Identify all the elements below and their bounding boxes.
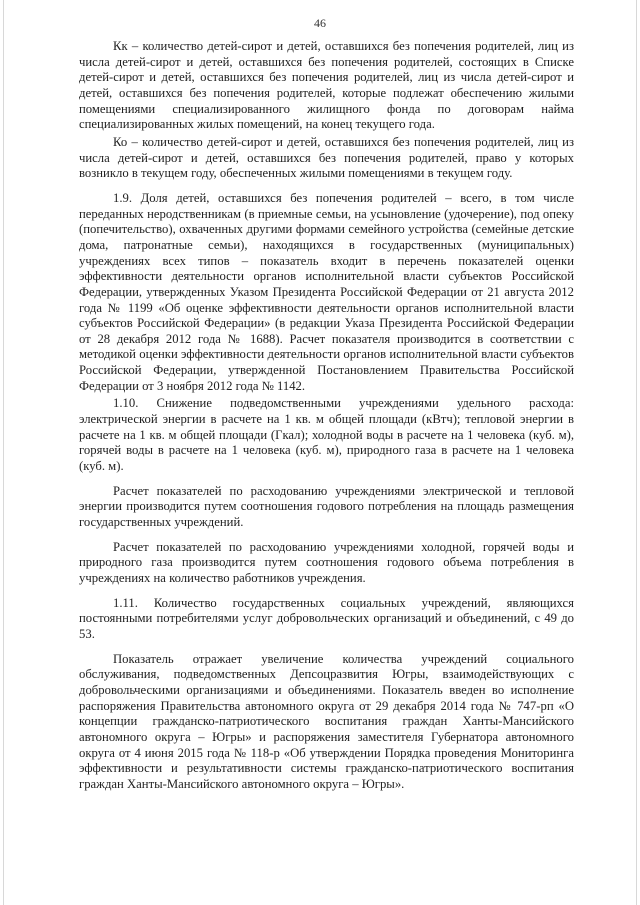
scan-edge-left	[3, 0, 4, 905]
scan-edge-right	[636, 0, 637, 905]
page-number: 46	[314, 16, 326, 30]
paragraph-water-calc: Расчет показателей по расходованию учреждениями холодной, горячей воды и природного газа производится путем соотношения годового объема потребления в учреждениях на количество работников учреждения.	[79, 539, 574, 585]
paragraph-1-11: 1.11. Количество государственных социальных учреждений, являющихся постоянными потребителями услуг добровольческих организаций и объединений, с 49 до 53.	[79, 595, 574, 641]
paragraph-energy-calc: Расчет показателей по расходованию учреждениями электрической и тепловой энергии производится путем соотношения годового потребления на площадь размещения государственных учреждений.	[79, 483, 574, 530]
paragraph-1-10: 1.10. Снижение подведомственными учреждениями удельного расхода: электрической энергии в расчете на 1 кв. м общей площади (кВтч); тепловой энергии в расчете на 1 кв. м общей площади (Гкал); холодной воды в расчете на 1 человека (куб. м), горячей воды в расчете на 1 человека (куб. м), природного газа в расчете на 1 человека (куб. м).	[79, 396, 574, 474]
paragraph-ko-definition: Ко – количество детей-сирот и детей, оставшихся без попечения родителей, лиц из числа детей-сирот и детей, оставшихся без попечения родителей, право у которых возникло в текущем году, обеспеченных жилыми помещениями в текущем году.	[79, 134, 574, 181]
paragraph-indicator-description: Показатель отражает увеличение количества учреждений социального обслуживания, подведомственных Депсоцразвития Югры, взаимодействующих с добровольческими организациями и объединениями. Показатель введен во исполнение распоряжения Правительства автономного округа от 29 декабря 2014 года № 747-рп «О концепции гражданско-патриотического воспитания граждан Ханты-Мансийского автономного округа – Югры» и распоряжения заместителя Губернатора автономного округа от 4 июня 2015 года № 118-р «Об утверждении Порядка проведения Мониторинга эффективности и результативности системы гражданско-патриотического воспитания граждан Ханты-Мансийского автономного округа – Югры».	[79, 651, 574, 791]
paragraph-kk-definition: Кк – количество детей-сирот и детей, оставшихся без попечения родителей, лиц из числа детей-сирот и детей, оставшихся без попечения родителей, состоящих в Списке детей-сирот и детей, оставшихся без попечения родителей, лиц из числа детей-сирот и детей, оставшихся без попечения родителей, которые подлежат обеспечению жилыми помещениями специализированного жилищного фонда по договорам найма специализированных жилых помещений, на конец текущего года.	[79, 39, 574, 132]
document-body	[79, 39, 574, 793]
paragraph-1-9: 1.9. Доля детей, оставшихся без попечения родителей – всего, в том числе переданных неродственникам (в приемные семьи, на усыновление (удочерение), под опеку (попечительство), охваченных другими формами семейного устройства (семейные детские дома, патронатные семьи), находящихся в государственных (муниципальных) учреждениях всех типов – показатель входит в перечень показателей оценки эффективности деятельности органов исполнительной власти субъектов Российской Федерации, утвержденных Указом Президента Российской Федерации от 21 августа 2012 года № 1199 «Об оценке эффективности деятельности органов исполнительной власти субъектов Российской Федерации» (в редакции Указа Президента Российской Федерации от 28 декабря 2012 года № 1688). Расчет показателя производится в соответствии с методикой оценки эффективности деятельности органов исполнительной власти субъектов Российской Федерации, утвержденной Постановлением Правительства Российской Федерации от 3 ноября 2012 года № 1142.	[79, 190, 574, 393]
